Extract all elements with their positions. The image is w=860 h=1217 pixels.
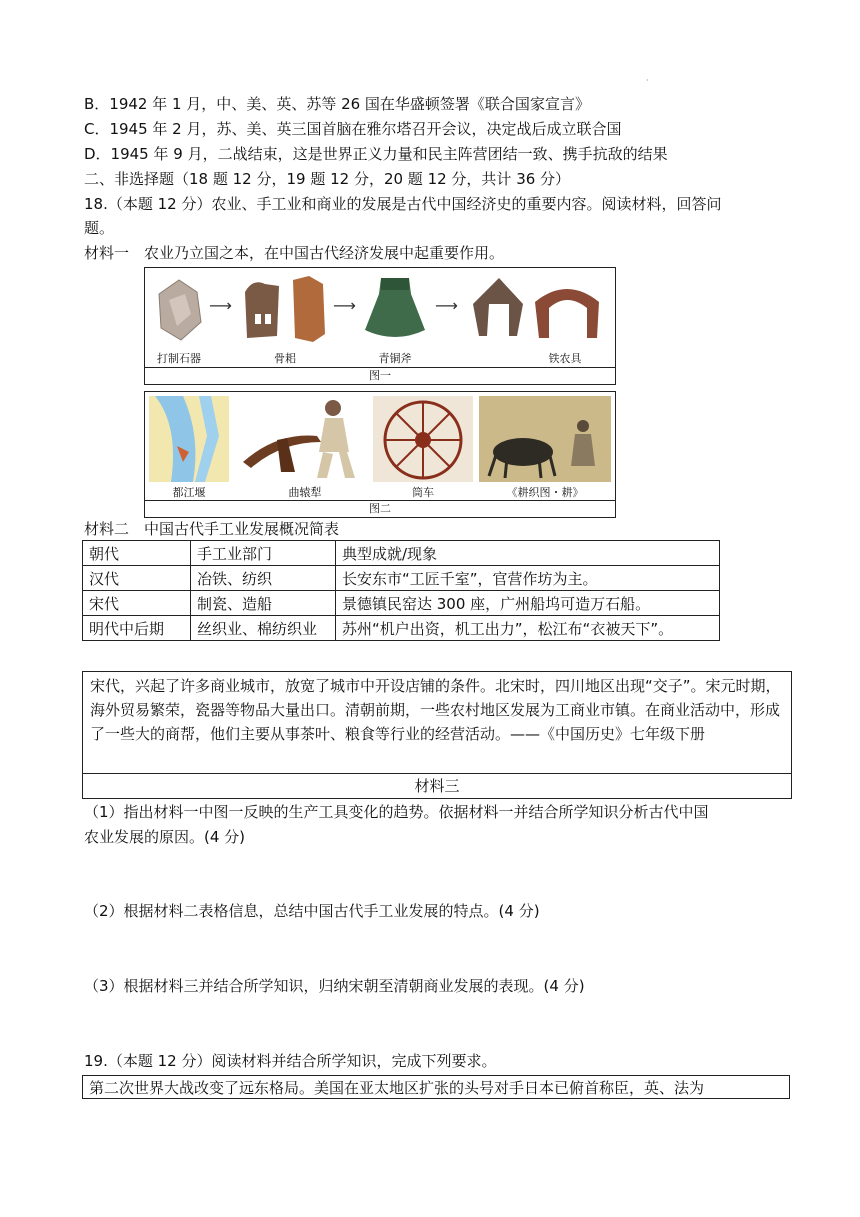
sub-question-1-cont: 农业发展的原因。(4 分) (84, 828, 246, 846)
material3-caption: 材料三 (83, 773, 791, 798)
page-mark: · (646, 76, 649, 85)
sub-question-3: （3）根据材料三并结合所学知识，归纳宋朝至清朝商业发展的表现。(4 分) (84, 977, 585, 995)
table-header-cell: 典型成就/现象 (336, 541, 720, 566)
option-c: C．1945 年 2 月，苏、美、英三国首脑在雅尔塔召开会议，决定战后成立联合国 (84, 120, 622, 138)
table-cell: 景德镇民窑达 300 座，广州船坞可造万石船。 (336, 591, 720, 616)
figure2 (144, 391, 616, 518)
material1-heading: 材料一 农业乃立国之本，在中国古代经济发展中起重要作用。 (84, 244, 505, 262)
table-row (83, 591, 720, 616)
iron-tools-image (465, 274, 605, 365)
table-cell: 冶铁、纺织 (191, 566, 336, 591)
q19-intro: 19.（本题 12 分）阅读材料并结合所学知识，完成下列要求。 (84, 1052, 497, 1070)
table-row (83, 566, 720, 591)
table-header-cell: 朝代 (83, 541, 191, 566)
farming-painting-label: 《耕织图・耕》 (506, 486, 584, 499)
table-cell: 明代中后期 (83, 616, 191, 641)
material3-box (82, 671, 792, 799)
dujiangyan-label: 都江堰 (172, 486, 206, 499)
q18-intro: 18.（本题 12 分）农业、手工业和商业的发展是古代中国经济史的重要内容。阅读材料，回答问 (84, 195, 722, 213)
iron-tools-label: 铁农具 (548, 352, 582, 365)
bronze-axe-image (361, 274, 429, 365)
figure1 (144, 267, 616, 385)
arrow-icon: ⟶ (333, 296, 356, 315)
waterwheel-image (373, 396, 473, 498)
waterwheel-label: 筒车 (412, 486, 434, 499)
table-cell: 制瓷、造船 (191, 591, 336, 616)
arrow-icon: ⟶ (435, 296, 458, 315)
bone-spade-label: 骨耜 (274, 352, 296, 365)
option-b: B．1942 年 1 月，中、美、英、苏等 26 国在华盛顿签署《联合国家宣言》 (84, 95, 590, 113)
table-row (83, 616, 720, 641)
table-header-cell: 手工业部门 (191, 541, 336, 566)
farming-painting-image (479, 396, 611, 498)
table-cell: 苏州“机户出资，机工出力”，松江布“衣被天下”。 (336, 616, 720, 641)
stone-tool-label: 打制石器 (157, 352, 201, 365)
q18-intro-cont: 题。 (84, 219, 115, 237)
material2-heading: 材料二 中国古代手工业发展概况简表 (84, 520, 340, 538)
option-d: D．1945 年 9 月，二战结束，这是世界正义力量和民主阵营团结一致、携手抗敌的结果 (84, 145, 668, 163)
bone-spade-image (239, 274, 331, 365)
arrow-icon: ⟶ (209, 296, 232, 315)
table-cell: 长安东市“工匠千室”，官营作坊为主。 (336, 566, 720, 591)
q19-material-box: 第二次世界大战改变了远东格局。美国在亚太地区扩张的头号对手日本已俯首称臣，英、法为 (82, 1075, 790, 1099)
stone-tool-image (151, 274, 207, 365)
table-header-row (83, 541, 720, 566)
handicraft-table (82, 540, 720, 641)
dujiangyan-map-image (149, 396, 229, 498)
figure2-caption: 图二 (145, 500, 615, 517)
material3-text: 宋代，兴起了许多商业城市，放宽了城市中开设店铺的条件。北宋时，四川地区出现“交子”。宋元时期，海外贸易繁荣，瓷器等物品大量出口。清朝前期，一些农村地区发展为工商业市镇。在商业活动中，形成了一些大的商帮，他们主要从事茶叶、粮食等行业的经营活动。——《中国历史》七年级下册 (90, 677, 781, 743)
sub-question-1: （1）指出材料一中图一反映的生产工具变化的趋势。依据材料一并结合所学知识分析古代中国 (84, 803, 709, 821)
curved-plow-image (237, 396, 373, 498)
curved-plow-label: 曲辕犁 (288, 486, 322, 499)
sub-question-2: （2）根据材料二表格信息，总结中国古代手工业发展的特点。(4 分) (84, 902, 540, 920)
table-cell: 丝织业、棉纺织业 (191, 616, 336, 641)
bronze-axe-label: 青铜斧 (378, 352, 412, 365)
figure1-caption: 图一 (145, 367, 615, 384)
table-cell: 汉代 (83, 566, 191, 591)
section2-heading: 二、非选择题（18 题 12 分，19 题 12 分，20 题 12 分，共计 36 分） (84, 170, 571, 188)
table-cell: 宋代 (83, 591, 191, 616)
